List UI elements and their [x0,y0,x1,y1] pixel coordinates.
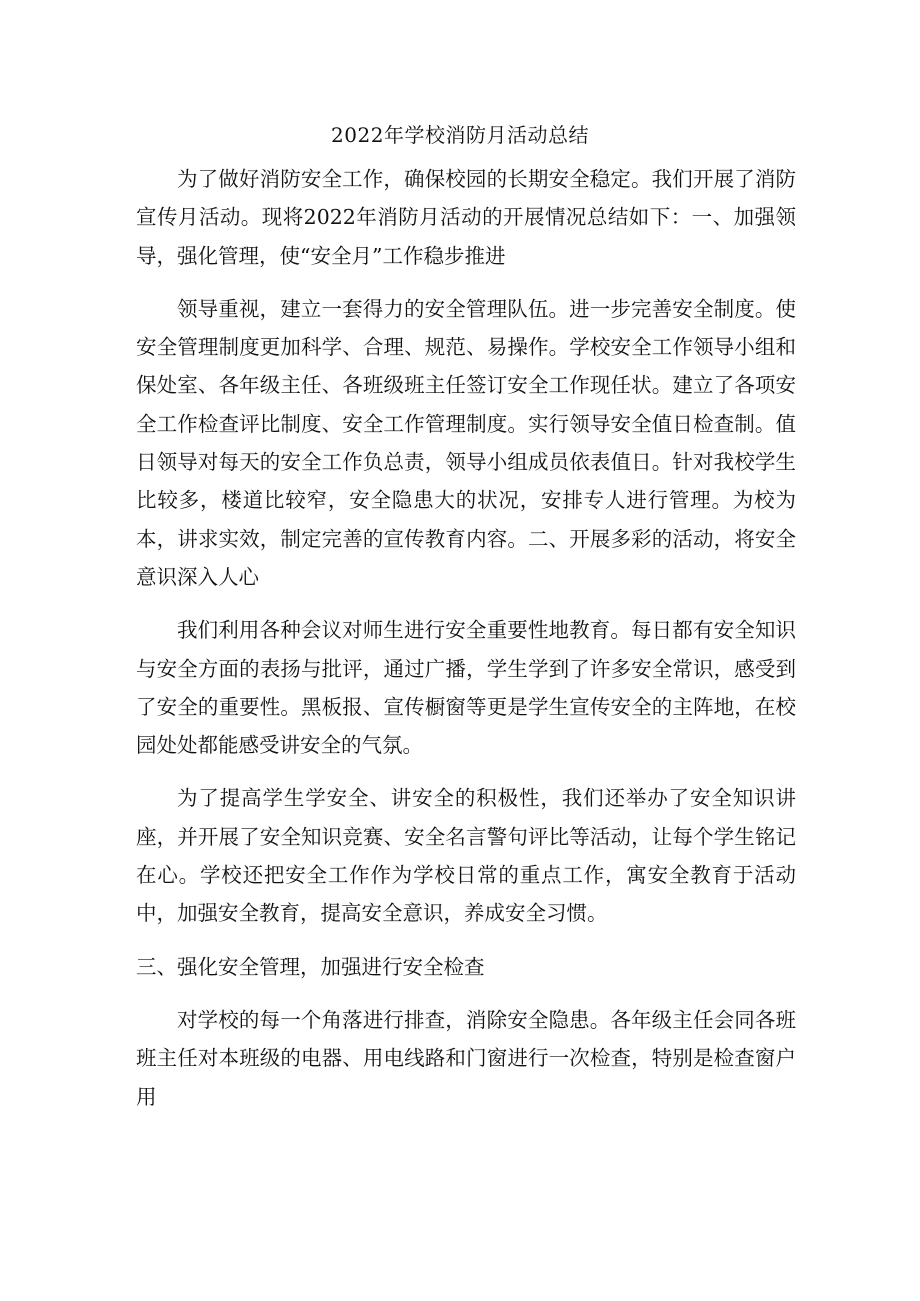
document-title: 2022年学校消防月活动总结 [331,123,589,147]
document-body [136,160,796,1116]
paragraph-education: 我们利用各种会议对师生进行安全重要性地教育。每日都有安全知识与安全方面的表扬与批评，通过广播，学生学到了许多安全常识，感受到了安全的重要性。黑板报、宣传橱窗等更是学生宣传安全的主阵地，在校园处处都能感受讲安全的气氛。 [136,618,796,758]
paragraph-activities: 为了提高学生学安全、讲安全的积极性，我们还举办了安全知识讲座，并开展了安全知识竞赛、安全名言警句评比等活动，让每个学生铭记在心。学校还把安全工作作为学校日常的重点工作，寓安全教育于活动中，加强安全教育，提高安全意识，养成安全习惯。 [136,786,796,926]
paragraph-inspection: 对学校的每一个角落进行排查，消除安全隐患。各年级主任会同各班班主任对本班级的电器、用电线路和门窗进行一次检查，特别是检查窗户用 [136,1007,796,1109]
paragraph-intro: 为了做好消防安全工作，确保校园的长期安全稳定。我们开展了消防宣传月活动。现将2022年消防月活动的开展情况总结如下：一、加强领导，强化管理，使“安全月”工作稳步推进 [136,167,796,268]
section-heading-3: 三、强化安全管理，加强进行安全检查 [136,954,485,979]
paragraph-leadership: 领导重视，建立一套得力的安全管理队伍。进一步完善安全制度。使安全管理制度更加科学、合理、规范、易操作。学校安全工作领导小组和保处室、各年级主任、各班级班主任签订安全工作现任状。建立了各项安全工作检查评比制度、安全工作管理制度。实行领导安全值日检查制。值日领导对每天的安全工作负总责，领导小组成员依表值日。针对我校学生比较多，楼道比较窄，安全隐患大的状况，安排专人进行管理。为校为本，讲求实效，制定完善的宣传教育内容。二、开展多彩的活动，将安全意识深入人心 [136,296,796,589]
